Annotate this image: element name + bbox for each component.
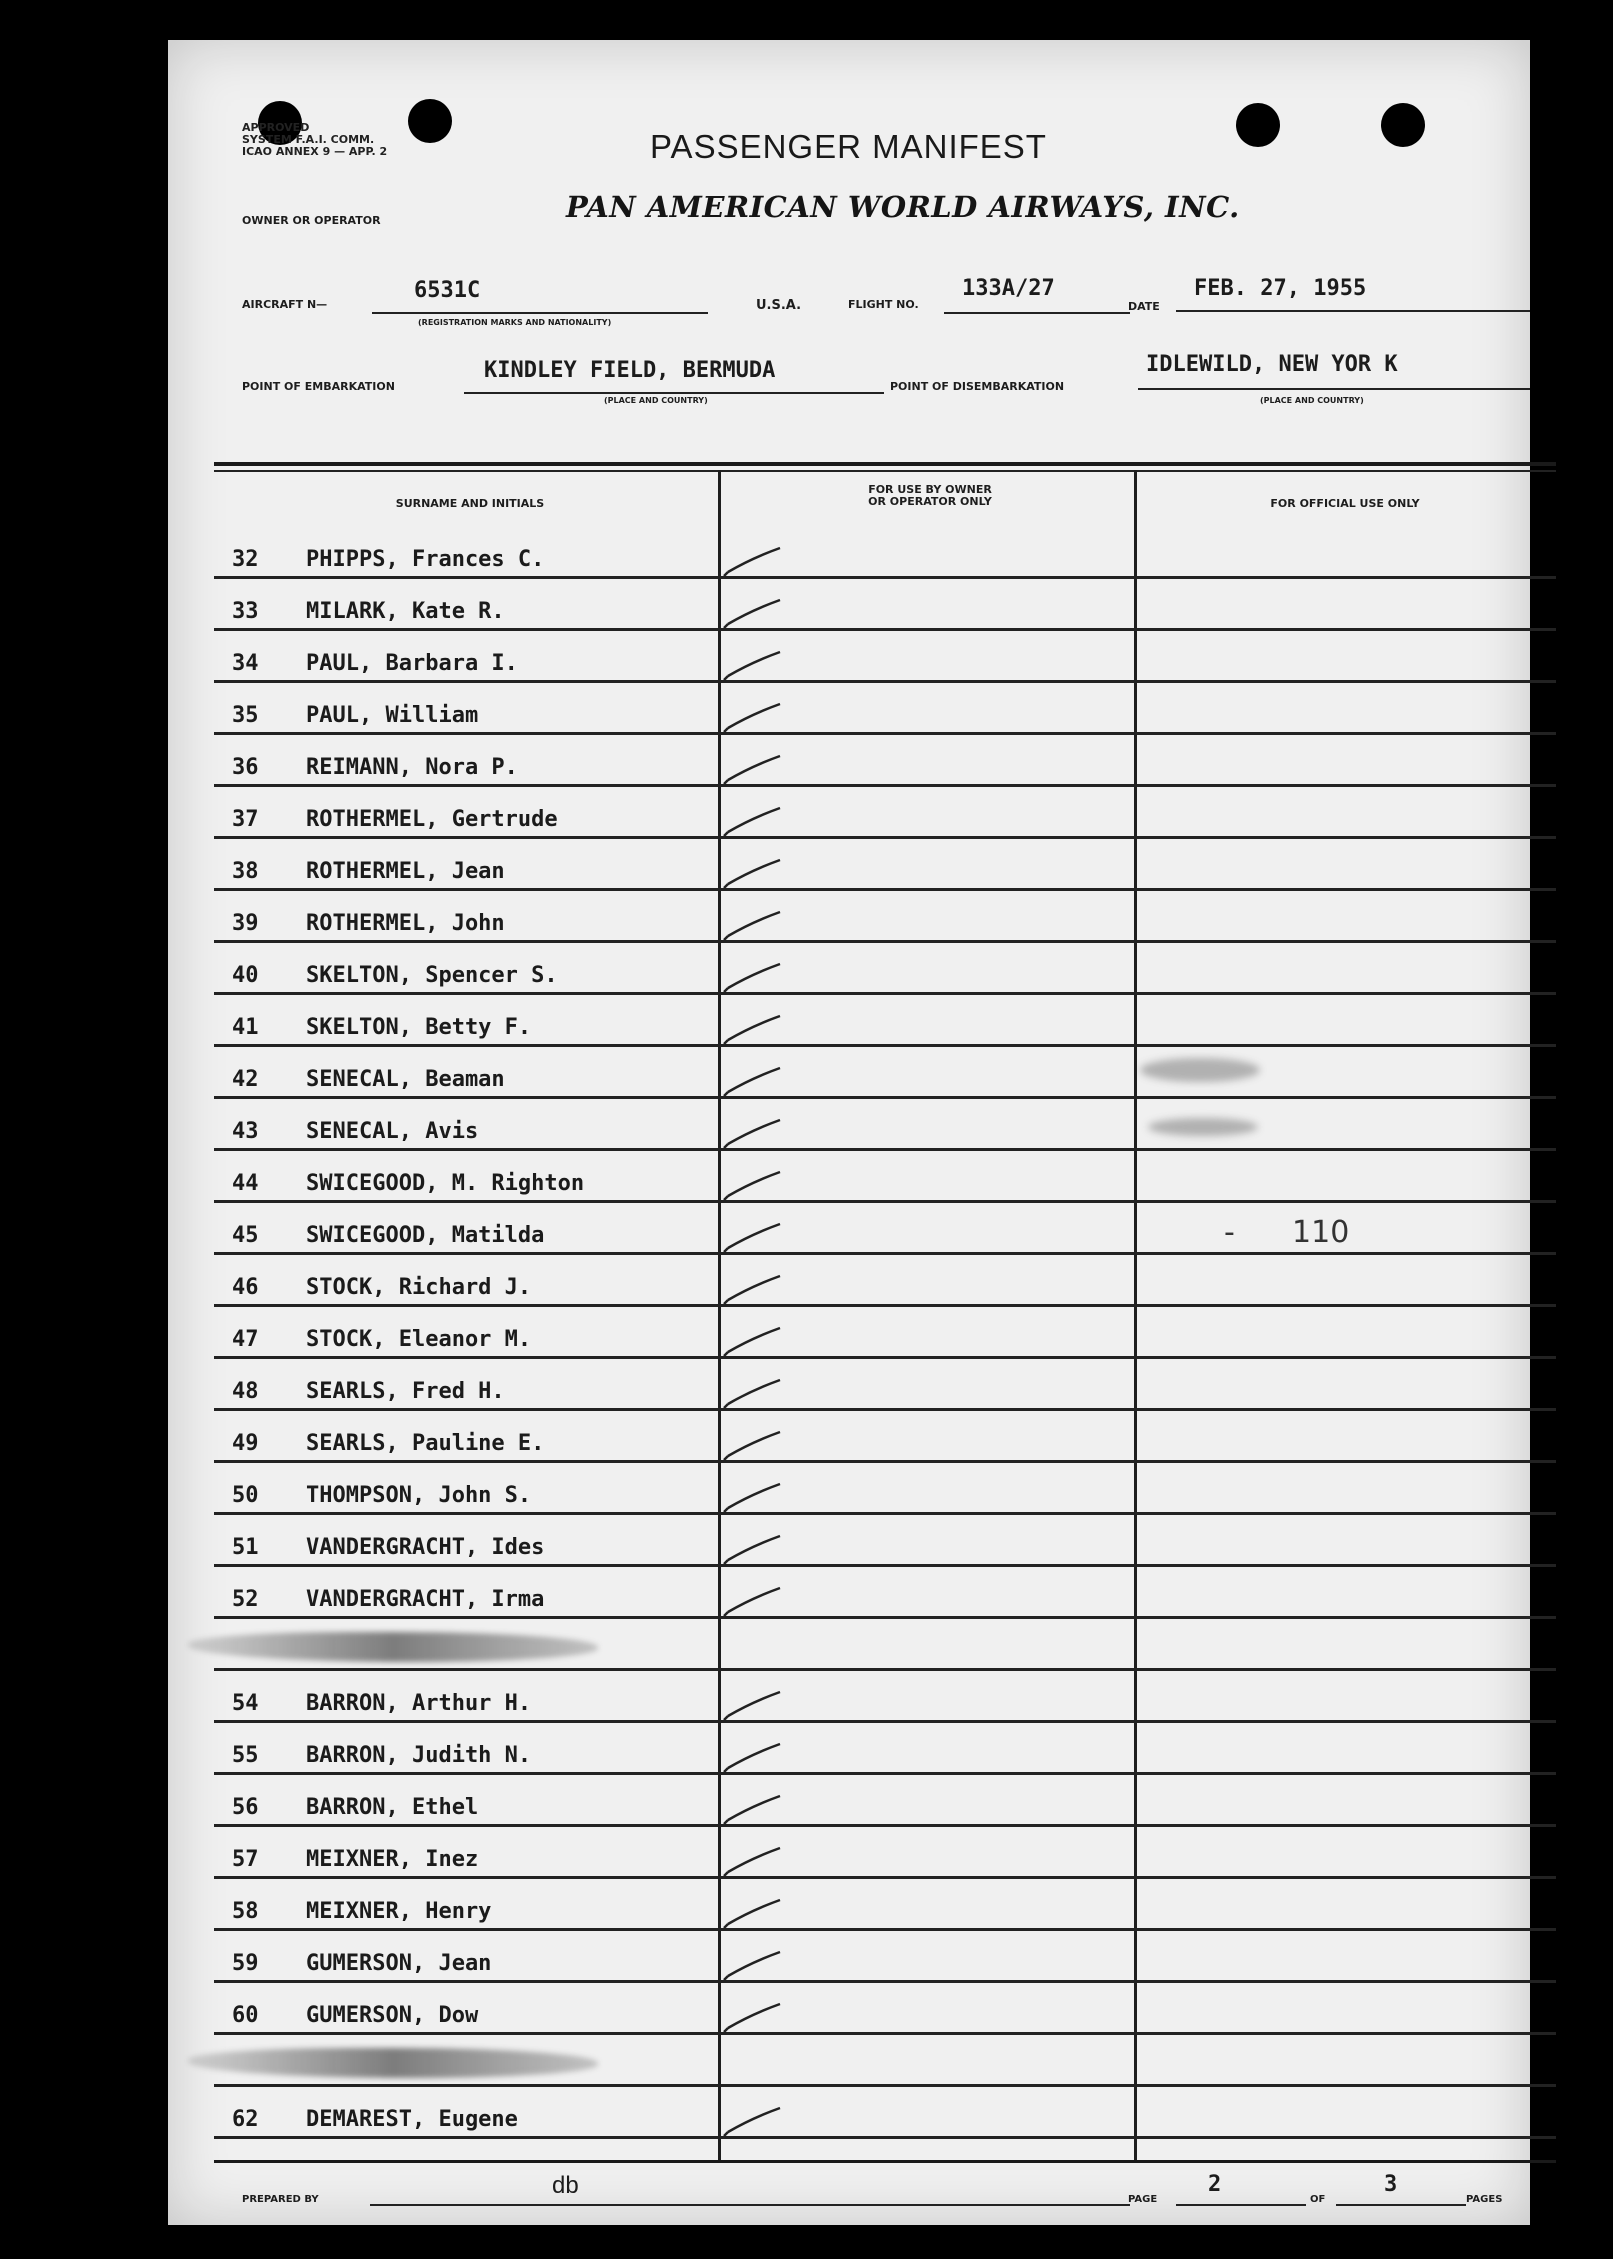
row-number: 54 (232, 1691, 259, 1716)
page-label: PAGE (1128, 2194, 1158, 2205)
table-row (214, 1460, 1556, 1515)
approval-stamp (242, 122, 422, 158)
table-row (214, 1772, 1556, 1827)
check-mark-icon (722, 546, 782, 580)
official-note: - 110 (1224, 1215, 1350, 1250)
passenger-name: VANDERGRACHT, Ides (306, 1535, 545, 1560)
approval-line: SYSTEM F.A.I. COMM. (242, 133, 375, 146)
ink-smear (1140, 1058, 1260, 1082)
check-mark-icon (722, 1690, 782, 1724)
column-header-owner-use-line: FOR USE BY OWNER (868, 483, 992, 496)
check-mark-icon (722, 2002, 782, 2036)
check-mark-icon (722, 2106, 782, 2140)
passenger-name: MILARK, Kate R. (306, 599, 505, 624)
row-number: 59 (232, 1951, 259, 1976)
table-row (214, 1148, 1556, 1203)
row-number: 45 (232, 1223, 259, 1248)
table-row (214, 1824, 1556, 1879)
passenger-name: THOMPSON, John S. (306, 1483, 532, 1508)
row-number: 43 (232, 1119, 259, 1144)
passenger-name: SENECAL, Beaman (306, 1067, 505, 1092)
flight-underline (944, 312, 1130, 314)
disembarkation-label: POINT OF DISEMBARKATION (890, 380, 1065, 393)
row-number: 41 (232, 1015, 259, 1040)
column-header-official-use: FOR OFFICIAL USE ONLY (1270, 497, 1420, 510)
passenger-name: SEARLS, Fred H. (306, 1379, 505, 1404)
passenger-name: SKELTON, Spencer S. (306, 963, 558, 988)
aircraft-underline (372, 312, 708, 314)
check-mark-icon (722, 1898, 782, 1932)
passenger-name: PAUL, Barbara I. (306, 651, 518, 676)
table-row (214, 1928, 1556, 1983)
check-mark-icon (722, 1430, 782, 1464)
check-mark-icon (722, 754, 782, 788)
flight-value: 133A/27 (962, 276, 1055, 301)
disembarkation-value: IDLEWILD, NEW YOR K (1146, 352, 1398, 377)
table-row (214, 732, 1556, 787)
strike-smudge (188, 1632, 598, 1662)
aircraft-value: 6531C (414, 278, 481, 303)
table-row (214, 1408, 1556, 1463)
struck-row (214, 1616, 1556, 1671)
passenger-name: DEMAREST, Eugene (306, 2107, 518, 2132)
row-number: 57 (232, 1847, 259, 1872)
flight-label: FLIGHT NO. (848, 298, 919, 311)
table-row (214, 1252, 1556, 1307)
check-mark-icon (722, 1118, 782, 1152)
embarkation-value: KINDLEY FIELD, BERMUDA (484, 358, 776, 383)
table-row (214, 1044, 1556, 1099)
page-title: PASSENGER MANIFEST (650, 128, 1047, 165)
row-number: 39 (232, 911, 259, 936)
table-row (214, 1200, 1556, 1255)
check-mark-icon (722, 962, 782, 996)
row-number: 35 (232, 703, 259, 728)
disembarkation-underline (1138, 388, 1530, 390)
row-number: 60 (232, 2003, 259, 2028)
pages-label: PAGES (1466, 2194, 1503, 2205)
check-mark-icon (722, 1274, 782, 1308)
row-number: 40 (232, 963, 259, 988)
passenger-name: SKELTON, Betty F. (306, 1015, 532, 1040)
passenger-name: SENECAL, Avis (306, 1119, 479, 1144)
row-number: 52 (232, 1587, 259, 1612)
row-number: 62 (232, 2107, 259, 2132)
punch-hole (1381, 103, 1425, 147)
row-number: 44 (232, 1171, 259, 1196)
date-label: DATE (1128, 300, 1160, 313)
country-code: U.S.A. (756, 298, 802, 313)
company-name: PAN AMERICAN WORLD AIRWAYS, INC. (566, 190, 1240, 224)
column-header-owner-use (760, 484, 1100, 508)
row-number: 42 (232, 1067, 259, 1092)
passenger-name: STOCK, Richard J. (306, 1275, 532, 1300)
ink-smear (1148, 1118, 1258, 1136)
passenger-name: VANDERGRACHT, Irma (306, 1587, 545, 1612)
check-mark-icon (722, 1482, 782, 1516)
check-mark-icon (722, 702, 782, 736)
place-note-1: (PLACE AND COUNTRY) (604, 396, 708, 405)
check-mark-icon (722, 1534, 782, 1568)
table-row (214, 680, 1556, 735)
strike-smudge (188, 2048, 598, 2078)
total-pages-value: 3 (1384, 2172, 1398, 2197)
row-number: 46 (232, 1275, 259, 1300)
passenger-name: SEARLS, Pauline E. (306, 1431, 545, 1456)
aircraft-label: AIRCRAFT N— (242, 298, 328, 311)
check-mark-icon (722, 1014, 782, 1048)
passenger-name: ROTHERMEL, Gertrude (306, 807, 558, 832)
check-mark-icon (722, 806, 782, 840)
row-number: 32 (232, 547, 259, 572)
prepared-value: db (552, 2172, 579, 2199)
of-label: OF (1310, 2194, 1326, 2205)
passenger-name: PHIPPS, Frances C. (306, 547, 545, 572)
passenger-name: ROTHERMEL, Jean (306, 859, 505, 884)
column-header-surname: SURNAME AND INITIALS (395, 497, 545, 510)
row-number: 47 (232, 1327, 259, 1352)
page-underline (1176, 2204, 1306, 2206)
passenger-name: GUMERSON, Dow (306, 2003, 479, 2028)
check-mark-icon (722, 650, 782, 684)
punch-hole (1236, 103, 1280, 147)
table-row (214, 1096, 1556, 1151)
table-row (214, 1876, 1556, 1931)
embarkation-label: POINT OF EMBARKATION (242, 380, 395, 393)
table-row (214, 1980, 1556, 2035)
table-top-rule (214, 462, 1556, 466)
column-header-owner-use-line: OR OPERATOR ONLY (868, 495, 992, 508)
passenger-name: GUMERSON, Jean (306, 1951, 492, 1976)
total-underline (1336, 2204, 1466, 2206)
passenger-name: BARRON, Ethel (306, 1795, 479, 1820)
table-row (214, 1304, 1556, 1359)
table-row (214, 992, 1556, 1047)
row-number: 50 (232, 1483, 259, 1508)
date-value: FEB. 27, 1955 (1194, 276, 1367, 301)
check-mark-icon (722, 1742, 782, 1776)
passenger-name: PAUL, William (306, 703, 479, 728)
date-underline (1176, 310, 1530, 312)
passenger-name: BARRON, Judith N. (306, 1743, 532, 1768)
passenger-name: SWICEGOOD, M. Righton (306, 1171, 585, 1196)
table-row (214, 836, 1556, 891)
row-number: 58 (232, 1899, 259, 1924)
table-row (214, 524, 1556, 579)
embarkation-underline (464, 392, 884, 394)
row-number: 36 (232, 755, 259, 780)
table-row (214, 1512, 1556, 1567)
approval-line: ICAO ANNEX 9 — APP. 2 (242, 145, 388, 158)
table-bottom-rule (214, 2160, 1556, 2163)
passenger-name: SWICEGOOD, Matilda (306, 1223, 545, 1248)
check-mark-icon (722, 1170, 782, 1204)
passenger-name: MEIXNER, Henry (306, 1899, 492, 1924)
table-row (214, 1720, 1556, 1775)
row-number: 37 (232, 807, 259, 832)
table-row (214, 2084, 1556, 2139)
table-row (214, 576, 1556, 631)
row-number: 55 (232, 1743, 259, 1768)
page-value: 2 (1208, 2172, 1222, 2197)
row-number: 56 (232, 1795, 259, 1820)
table-row (214, 784, 1556, 839)
check-mark-icon (722, 1378, 782, 1412)
table-row (214, 1356, 1556, 1411)
table-top-rule-thin (214, 470, 1556, 472)
owner-label: OWNER OR OPERATOR (242, 214, 381, 227)
passenger-name: MEIXNER, Inez (306, 1847, 479, 1872)
prepared-label: PREPARED BY (242, 2194, 319, 2205)
approval-line: APPROVED (242, 121, 310, 134)
check-mark-icon (722, 1222, 782, 1256)
table-row (214, 1564, 1556, 1619)
passenger-name: STOCK, Eleanor M. (306, 1327, 532, 1352)
check-mark-icon (722, 1794, 782, 1828)
row-number: 34 (232, 651, 259, 676)
row-number: 38 (232, 859, 259, 884)
check-mark-icon (722, 1586, 782, 1620)
passenger-name: BARRON, Arthur H. (306, 1691, 532, 1716)
check-mark-icon (722, 1846, 782, 1880)
check-mark-icon (722, 1066, 782, 1100)
check-mark-icon (722, 1950, 782, 1984)
table-row (214, 1668, 1556, 1723)
row-number: 49 (232, 1431, 259, 1456)
struck-row (214, 2032, 1556, 2087)
check-mark-icon (722, 910, 782, 944)
table-row (214, 888, 1556, 943)
prepared-underline (370, 2204, 1130, 2206)
row-number: 51 (232, 1535, 259, 1560)
row-number: 48 (232, 1379, 259, 1404)
table-row (214, 628, 1556, 683)
check-mark-icon (722, 858, 782, 892)
table-row (214, 940, 1556, 995)
check-mark-icon (722, 1326, 782, 1360)
passenger-name: REIMANN, Nora P. (306, 755, 518, 780)
row-number: 33 (232, 599, 259, 624)
passenger-name: ROTHERMEL, John (306, 911, 505, 936)
registration-note: (REGISTRATION MARKS AND NATIONALITY) (418, 318, 612, 327)
check-mark-icon (722, 598, 782, 632)
place-note-2: (PLACE AND COUNTRY) (1260, 396, 1364, 405)
